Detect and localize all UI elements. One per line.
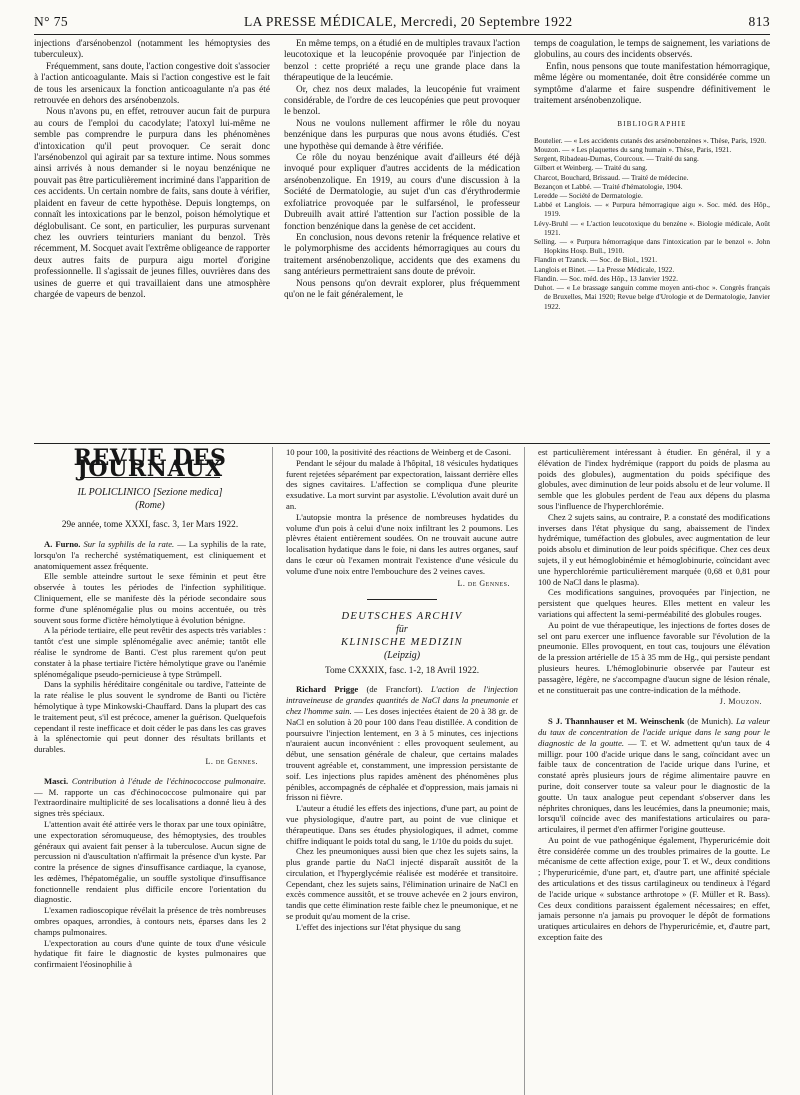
article-title: La valeur du taux de concentration de l'acide urique dans le sang pour le diagnostic de la goutte. bbox=[538, 716, 770, 748]
paragraph: L'attention avait été attirée vers le thorax par une toux opiniâtre, une expectoration séromuqueuse, des hémoptysies, des troubles généraux qui avaient fait penser à la tuberculose. Aucun signe de percussion ni d'auscultation n'affirmait la présence d'un kyste. Par contre la présence de signes d'insuffisance cardiaque, la cyanose, les œdèmes, l'hépatomégalie, un souffle systolique d'insuffisance fonctionnelle rendaient plus difficile encore l'orientation du diagnostic. bbox=[34, 818, 266, 905]
bibliography-entry: Flandin. — Soc. méd. des Hôp., 13 Janvier 1922. bbox=[534, 273, 678, 283]
author: S J. Thannhauser et M. Weinschenk bbox=[548, 716, 685, 727]
paragraph: A la période tertiaire, elle peut revêtir des aspects très variables : tantôt c'est une simple splénomégalie avec anémie; tantôt elle réalise le syndrome de Banti. C'est plus rarement qu'on peut constater à la phase tertiaire l'ictère hémolytique grave ou l'anémie splénomégalique pseudo-pernicieuse à type Strümpell. bbox=[34, 625, 266, 679]
abstract-text: — La syphilis de la rate, lorsqu'on l'a recherché systématiquement, est cliniquement et anatomiquement assez fréquente. bbox=[34, 538, 266, 571]
bibliography-entry: Gilbert et Weinberg. — Traité du sang. bbox=[534, 163, 648, 173]
divider bbox=[367, 599, 437, 600]
author: Masci. bbox=[44, 775, 69, 786]
bibliography-entry: Lévy-Bruhl — « L'action leucotoxique du benzène ». Biologie médicale, Août 1921. bbox=[534, 218, 770, 237]
paragraph: Nous pensons qu'on devrait explorer, plus fréquemment qu'on ne le fait généralement, le bbox=[284, 278, 520, 300]
paragraph: L'auteur a étudié les effets des injections, d'une part, au point de vue physiologique, d'autre part, au point de vue clinique et thérapeutique. Dans ses études physiologiques, il admet, comme chiffre indiquant le poids total du sang, le 1/10e du poids du sujet. bbox=[286, 803, 518, 846]
paragraph: Dans la syphilis héréditaire congénitale ou tardive, l'atteinte de la rate réalise le plus souvent le syndrome de Banti ou l'ictère hémolytique à type Minkowski-Chauffard. Dans la plupart des cas le traitement peut, s'il est précoce, amener la guérison. Quelquefois cependant il reste inefficace et doit céder le pas dans les cas graves à la splénectomie qui peut donner des résultats brillants et durables. bbox=[34, 679, 266, 755]
journal-city: (Rome) bbox=[135, 500, 165, 512]
author: A. Furno. bbox=[44, 538, 81, 549]
abstract-paragraph bbox=[34, 776, 266, 819]
bibliography-entry: Selling. — « Purpura hémorragique dans l'intoxication par le benzol ». John Hopkins Hosp. Bull., 1910. bbox=[534, 237, 770, 256]
column-2 bbox=[286, 447, 525, 1095]
author-affiliation: (de Francfort). bbox=[366, 684, 423, 695]
journal-masthead: LA PRESSE MÉDICALE, Mercredi, 20 Septembre 1922 bbox=[244, 14, 573, 29]
revue-des-journaux bbox=[34, 447, 770, 1095]
journal-name: DEUTSCHES ARCHIV bbox=[341, 611, 463, 623]
journal-name: IL POLICLINICO [Sezione medica] bbox=[77, 486, 223, 498]
paragraph: Au point de vue pathogénique également, l'hyperuricémie doit être considérée comme un des troubles primaires de la goutte. Le mécanisme de cette affection exige, pour T. et W., deux conditions ; l'hyperuricémie, d'une part, et, d'autre part, une affinité spéciale des articulations et des tissus cartilagineux ou tendineux à l'égard de l'acide urique « substance arthrotope » (F. Müller et R. Bass). Ces deux conditions paraissent également nécessaires; en effet, jamais personne n'a jamais pu provoquer le dépôt de formations uratiques articulaires en dehors de l'hyperuricémie, et, d'autre part, exception faite des bbox=[538, 834, 770, 943]
paragraph: L'examen radioscopique révélait la présence de très nombreuses ombres opaques, arrondies, à contours nets, éparses dans les 2 champs pulmonaires. bbox=[34, 905, 266, 937]
bibliography-list bbox=[534, 136, 770, 311]
abstract-paragraph bbox=[538, 716, 770, 835]
paragraph: L'expectoration au cours d'une quinte de toux d'une vésicule hydatique fit faire le diagnostic de kystes pulmonaires que confirmaient l'éosinophilie à bbox=[34, 937, 266, 970]
paragraph: Ce rôle du noyau benzénique avait d'ailleurs été déjà invoqué pour expliquer d'autres accidents de la médication arsénobenzolique. En 1919, au cours d'une discussion à la Société de Dermatologie, au sujet d'un cas d'érythrodermie exfoliatrice provoquée par le sulfarsénol, le professeur Dubreuilh avait attiré l'attention sur l'action possible de la fonction benzénique dans la genèse de cet accident. bbox=[284, 153, 520, 232]
paragraph: Enfin, nous pensons que toute manifestation hémorragique, même légère ou momentanée, doit être considérée comme un symptôme d'alarme et faire suspendre définitivement le traitement arsénobenzolique. bbox=[534, 61, 770, 107]
paragraph: Pendant le séjour du malade à l'hôpital, 18 vésicules hydatiques furent rejetées séparément par expectoration, laissant derrière elles des signes cavitaires. L'affection se compliqua d'une pleurite exsudative. La mort survint par asystolie. L'évolution avait duré un an. bbox=[286, 457, 518, 511]
abstract-paragraph bbox=[34, 539, 266, 571]
abstract-text: — T. et W. admettent qu'un taux de 4 milligr. pour 100 d'acide urique dans le sang, coïncidant avec un faible taux de concentration de l'acide urique dans l'urine, et constaté après plusieurs jours de régime alimentaire pauvre en purine, doit conserver toute sa valeur pour le diagnostic de la goutte. Un taux analogue peut cependant s'observer dans les néphrites chroniques, dans les leucémies, dans la pneumonie; mais, lorsqu'il coïncide avec des manifestations articulaires ou para-articulaires, il permet d'en affirmer l'origine goutteuse. bbox=[538, 737, 770, 835]
journal-issue: Tome CXXXIX, fasc. 1-2, 18 Avril 1922. bbox=[324, 665, 480, 676]
bibliography-entry: Langlois et Binet. — La Presse Médicale, 1922. bbox=[534, 264, 675, 274]
column-3 bbox=[534, 39, 770, 439]
running-header bbox=[34, 14, 770, 35]
page-number: 813 bbox=[748, 14, 770, 29]
author-affiliation: (de Munich). bbox=[687, 716, 733, 727]
article-title: Sur la syphilis de la rate. bbox=[83, 538, 175, 549]
paragraph: Nous ne voulons nullement affirmer le rôle du noyau benzénique dans les purpuras que nous avons étudiés. C'est une hypothèse qui demande à être vérifiée. bbox=[284, 118, 520, 152]
paragraph: Elle semble atteindre surtout le sexe féminin et peut être observée à toutes les périodes de l'infection syphilitique. Cliniquement, elle se manifeste dès la période secondaire sous forme d'une splénomégalie plus ou moins accentuée, ou très souvent sous forme d'ictère hémolytique à évolution bénigne. bbox=[34, 571, 266, 625]
bibliography-entry: Labbé et Langlois. — « Purpura hémorragique aigu ». Soc. méd. des Hôp., 1919. bbox=[534, 200, 770, 219]
signature: J. Mouzon. bbox=[719, 697, 762, 707]
paragraph: Ces modifications sanguines, provoquées par l'injection, ne persistent que quelques heures. Elles mettent en valeur les variations qui affectent la semi-perméabilité des globules rouges. bbox=[538, 587, 770, 619]
article-continuation bbox=[34, 39, 770, 439]
bibliography-entry: Charcot, Bouchard, Brissaud. — Traité de médecine. bbox=[534, 172, 689, 182]
column-1 bbox=[34, 39, 270, 439]
bibliography-entry: Boutelier. — « Les accidents cutanés des arsénobenzènes ». Thèse, Paris, 1920. bbox=[534, 135, 767, 145]
bibliography-entry: Sergent, Ribadeau-Dumas, Courcoux. — Traité du sang. bbox=[534, 154, 699, 164]
abstract-text: — Les doses injectées étaient de 20 à 38 gr. de NaCl en solution à 20 pour 100 dans l'eau distillée. A condition de poursuivre l'injection lentement, en 3 à 5 minutes, ces injections n'auraient aucun inconvénient : elles provoquent seulement, au début, une sensation générale de chaleur, que certains malades trouvent agréable et, constamment, une impression persistante de soif. Les injections plus rapides amènent des phénomènes plus pénibles, accompagnés de céphalée et d'oppression, mais jamais ni frisson ni fièvre. bbox=[286, 705, 518, 803]
journal-city: (Leipzig) bbox=[383, 649, 421, 661]
column-2 bbox=[284, 39, 520, 439]
column-1 bbox=[34, 447, 273, 1095]
section-title: REVUE DES JOURNAUX bbox=[73, 447, 227, 482]
paragraph: En même temps, on a étudié en de multiples travaux l'action leucotoxique et la leucopénie provoquée par l'injection de benzol : cette propriété a reçu une grande place dans la thérapeutique de la leucémie. bbox=[284, 39, 520, 84]
article-title: L'action de l'injection intraveineuse de grandes quantités de NaCl dans la pneumonie et chez l'homme sain. bbox=[286, 684, 518, 716]
bibliography-entry: Mouzon. — « Les plaquettes du sang humain ». Thèse, Paris, 1921. bbox=[534, 145, 732, 155]
issue-number: N° 75 bbox=[34, 14, 69, 29]
signature: L. de Gennes. bbox=[457, 578, 510, 588]
paragraph: 10 pour 100, la positivité des réactions de Weinberg et de Casoni. bbox=[286, 447, 512, 457]
paragraph: L'effet des injections sur l'état physique du sang bbox=[296, 921, 461, 932]
paragraph: En conclusion, nous devons retenir la fréquence relative et le polymorphisme des accidents hémorragiques au cours du traitement arsénobenzolique, accidents que des examens du sang antérieurs permettraient sans doute de prévoir. bbox=[284, 232, 520, 278]
paragraph: Or, chez nos deux malades, la leucopénie fut vraiment considérable, de l'ordre de ces leucopénies que peut provoquer le benzol. bbox=[284, 84, 520, 118]
paragraph: L'autopsie montra la présence de nombreuses hydatides du volume d'un pois à celui d'une noix infiltrant les 2 poumons. Les plèvres étaient entièrement soudées. On ne trouvait aucune autre localisation hydatique dans le foie, ni dans les autres organes, sauf dans le cœur où l'examen montrait l'existence d'une vésicule du volume d'une noix entre l'embouchure des 2 veines caves. bbox=[286, 511, 518, 576]
column-3 bbox=[538, 447, 770, 1095]
bibliography-entry: Duhot. — « Le brassage sanguin comme moyen anti-choc ». Congrès français de Bruxelles, Mai 1920; Revue belge d'Urologie et de Dermatologie, Janvier 1922. bbox=[534, 283, 770, 311]
paragraph: Au point de vue thérapeutique, les injections de fortes doses de sel ont paru exercer une influence favorable sur l'évolution de la pneumonie. Elles provoquent, en tout cas, toujours une élévation de la pression artérielle de 15 à 35 mm de Hg., qui persiste pendant plusieurs heures. L'hémoglobinurie observée par l'auteur est passagère, légère, ne s'accompagne d'aucun signe de lésion rénale, et ne constituerait pas une contre-indication de la méthode. bbox=[538, 619, 770, 695]
paragraph: temps de coagulation, le temps de saignement, les variations de globulins, au cours des incidents observés. bbox=[534, 39, 770, 61]
article-title: Contribution à l'étude de l'échinococcose pulmonaire. bbox=[71, 775, 266, 786]
abstract-paragraph bbox=[286, 684, 518, 803]
abstract-text: — M. rapporte un cas d'échinococcose pulmonaire qui par l'extraordinaire multiplicité de ses localisations a donné lieu à des signes très spéciaux. bbox=[34, 786, 266, 819]
journal-issue: 29e année, tome XXXI, fasc. 3, 1er Mars 1922. bbox=[61, 520, 239, 531]
bibliography-entry: Leredde — Société de Dermatologie. bbox=[534, 191, 643, 201]
paragraph: injections d'arsénobenzol (notamment les hémoptysies des tuberculeux). bbox=[34, 39, 270, 61]
bibliography-entry: Bezançon et Labbé. — Traité d'hématologie, 1904. bbox=[534, 181, 683, 191]
bibliography-heading: BIBLIOGRAPHIE bbox=[617, 120, 687, 129]
signature: L. de Gennes. bbox=[205, 756, 258, 766]
section-divider bbox=[34, 443, 770, 444]
paragraph: Chez les pneumoniques aussi bien que chez les sujets sains, la plus grande partie du NaCl injecté disparaît aussitôt de la circulation, et l'hyperglycémie réalisée est modérée et transitoire. Cependant, chez les sujets sains, l'élimination urinaire de NaCl en excès commence aussitôt, et se trouve achevée en 2 jours environ, tandis que cette élimination reste faible chez le pneumonique, et ne se produit qu'au moment de la crise. bbox=[286, 846, 518, 922]
journal-name-sub: KLINISCHE MEDIZIN bbox=[340, 636, 464, 648]
paragraph: Chez 2 sujets sains, au contraire, P. a constaté des modifications inverses dans l'état physique du sang, abaissement de l'index hydrémique, tuméfaction des globules, avec augmentation de leur poids absolu et diminution de leur poids spécifique. Chez ces deux sujets, il y eut hémoglobinémie et hémoglobinurie, coïncidant avec une hyperchlorémie particulièrement marquée (0,68 et 0,81 pour 100 de NaCl dans le plasma). bbox=[538, 511, 770, 587]
bibliography-entry: Flandin et Tzanck. — Soc. de Biol., 1921. bbox=[534, 255, 658, 265]
author: Richard Prigge bbox=[296, 684, 359, 695]
paragraph: Nous n'avons pu, en effet, retrouver aucun fait de purpura au cours de l'emploi du cacodylate; l'atoxyl lui-même ne semble pas comprendre le purpura dans les phénomènes d'intoxication qu'il peut provoquer. Ce serait donc l'arsénobenzol qui agirait par sa texture intime. Nous sommes ainsi arrivés à nous demander si le noyau benzénique ne pouvait pas être particulièrement incriminé dans l'apparition de ces accidents. Un certain nombre de faits, sans doute à vérifier, plaident en faveur de cette hypothèse. Depuis longtemps, on connaît les intoxications par le benzol, poison hémolytique et déglobulisant. Ce sont, en particulier, les purpuras survenant chez les ouvriers teinturiers maniant du benzol. Très récemment, M. Socquet avait l'extrême obligeance de rapporter deux autres faits de purpura aigu mortel d'origine professionnelle. Il s'agissait de jeunes filles, ouvrières dans des usines de guerre et qui travaillaient dans une atmosphère chargée de vapeurs de benzol. bbox=[34, 107, 270, 300]
journal-name-fur: für bbox=[396, 624, 408, 636]
paragraph: Fréquemment, sans doute, l'action congestive doit s'associer à l'action anticoagulante. Mais si l'action congestive est le fait de tous les arsenicaux la fonction anticoagulante n'a pas été retrouvée en dehors des arsénobenzols. bbox=[34, 61, 270, 107]
paragraph: est particulièrement intéressant à étudier. En général, il y a élévation de l'index hydrémique (rapport du poids de plasma au poids des globules), augmentation du poids spécifique des globules, avec diminution de leur poids absolu et de leur volume. Il semble que les globules perdent de l'eau aux dépens du plasma sous l'influence de l'hyperchlorémie. bbox=[538, 447, 770, 511]
